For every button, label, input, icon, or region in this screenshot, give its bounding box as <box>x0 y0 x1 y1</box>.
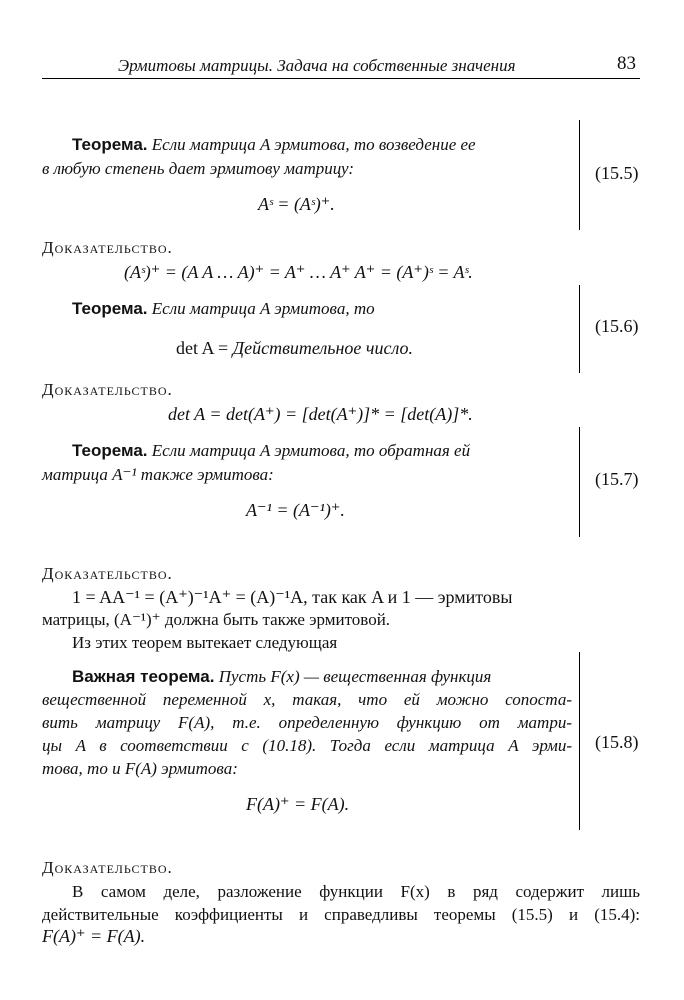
eq-155-number: (15.5) <box>595 163 639 183</box>
theorem-157-line2: матрица A⁻¹ также эрмитова: <box>42 465 274 484</box>
theorem-158-line1 <box>72 666 491 687</box>
theorem-155-formula: Aˢ = (Aˢ)⁺. <box>258 194 335 214</box>
proof-156-label: Доказательство. <box>42 380 173 399</box>
eq-156-bar <box>579 285 580 373</box>
theorem-156-label: Теорема. <box>72 299 148 318</box>
theorem-155-line1 <box>72 134 476 155</box>
theorem-158-line4: цы A в соответствии с (10.18). Тогда если матрица A эрми- <box>42 736 572 755</box>
theorem-156-formula-rhs: Действительное число. <box>232 338 414 358</box>
theorem-156-formula-lhs: det A = <box>176 338 233 358</box>
theorem-157-label: Теорема. <box>72 441 148 460</box>
proof-155-formula: (Aˢ)⁺ = (A A … A)⁺ = A⁺ … A⁺ A⁺ = (A⁺)ˢ = Aˢ. <box>124 262 473 282</box>
eq-157-bar <box>579 427 580 537</box>
theorem-158-line2: вещественной переменной x, такая, что ей можно сопоста- <box>42 690 572 709</box>
eq-158-number: (15.8) <box>595 732 639 752</box>
proof-157-line2: матрицы, (A⁻¹)⁺ должна быть также эрмитовой. <box>42 610 391 629</box>
proof-156-formula: det A = det(A⁺) = [det(A⁺)]* = [det(A)]*. <box>168 404 473 424</box>
proof-158-line3: F(A)⁺ = F(A). <box>42 926 146 946</box>
header-rule <box>42 78 640 79</box>
theorem-155-line2: в любую степень дает эрмитову матрицу: <box>42 159 355 178</box>
theorem-156-text1: Если матрица A эрмитова, то <box>151 299 375 318</box>
page-number: 83 <box>617 53 636 74</box>
transition-text: Из этих теорем вытекает следующая <box>72 633 338 652</box>
theorem-158-label: Важная теорема. <box>72 667 215 686</box>
theorem-155-label: Теорема. <box>72 135 148 154</box>
theorem-156-formula <box>176 338 413 359</box>
eq-157-number: (15.7) <box>595 469 639 489</box>
proof-155-label: Доказательство. <box>42 238 173 257</box>
theorem-157-line1 <box>72 440 470 461</box>
theorem-157-formula: A⁻¹ = (A⁻¹)⁺. <box>246 500 345 520</box>
theorem-155-text1: Если матрица A эрмитова, то возведение ее <box>151 135 476 154</box>
proof-158-line1: В самом деле, разложение функции F(x) в ряд содержит лишь <box>72 882 640 901</box>
proof-158-line2: действительные коэффициенты и справедливы теоремы (15.5) и (15.4): <box>42 905 640 924</box>
proof-158-label: Доказательство. <box>42 858 173 877</box>
theorem-158-line3: вить матрицу F(A), т.е. определенную функцию от матри- <box>42 713 572 732</box>
theorem-158-line5: това, то и F(A) эрмитова: <box>42 759 238 778</box>
theorem-158-text1: Пусть F(x) — вещественная функция <box>218 667 492 686</box>
theorem-157-text1: Если матрица A эрмитова, то обратная ей <box>151 441 471 460</box>
proof-157-line1: 1 = AA⁻¹ = (A⁺)⁻¹A⁺ = (A)⁻¹A, так как A и 1 — эрмитовы <box>72 587 513 607</box>
running-title: Эрмитовы матрицы. Задача на собственные значения <box>118 56 516 75</box>
eq-156-number: (15.6) <box>595 316 639 336</box>
eq-155-bar <box>579 120 580 230</box>
proof-157-label: Доказательство. <box>42 564 173 583</box>
theorem-156-line1 <box>72 298 375 319</box>
eq-158-bar <box>579 652 580 830</box>
theorem-158-formula: F(A)⁺ = F(A). <box>246 794 350 814</box>
